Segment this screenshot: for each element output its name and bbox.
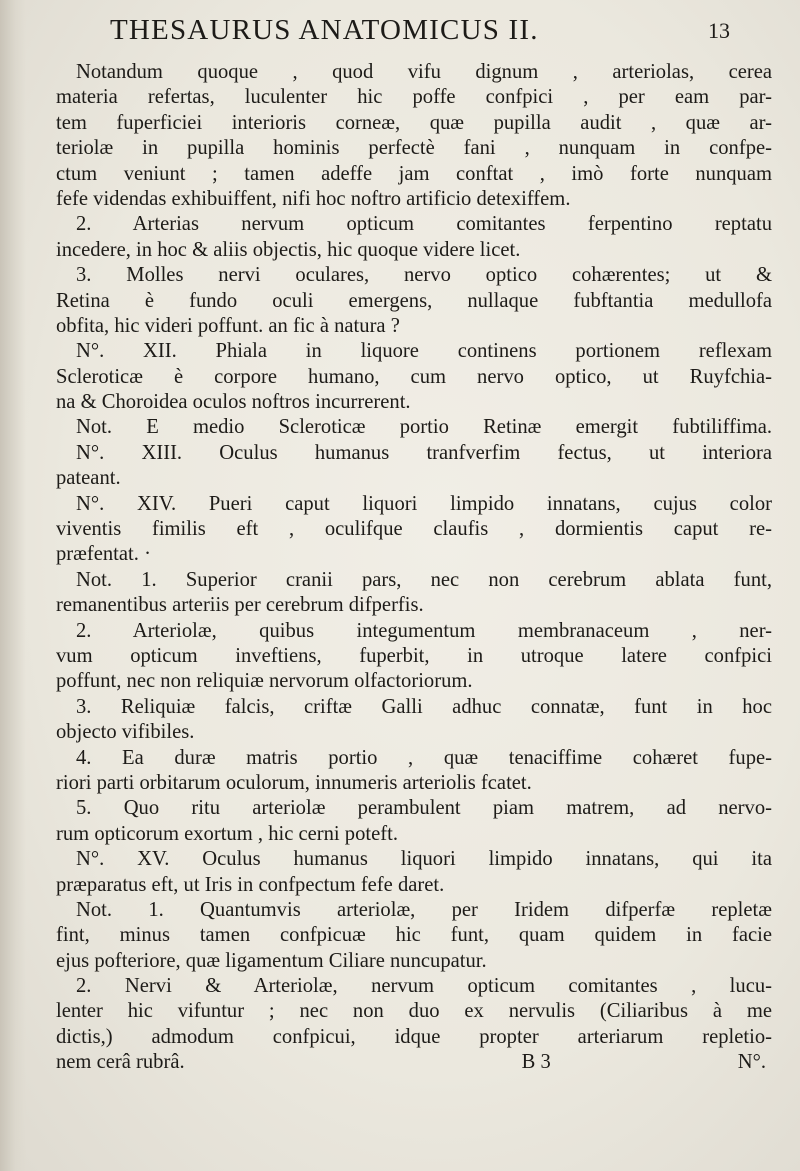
text-line: 4. Ea duræ matris portio , quæ tenaciffime cohæret fupe- — [76, 746, 772, 769]
text-line: pateant. — [56, 467, 121, 490]
text-line: N°. XIII. Oculus humanus tranfverfim fectus, ut interiora — [76, 441, 772, 464]
text-line: 2. Arteriolæ, quibus integumentum membranaceum , ner- — [76, 619, 772, 642]
text-line: præfentat. · — [56, 543, 151, 566]
spine-shadow — [0, 0, 26, 1171]
signature-mark: B 3 — [521, 1051, 551, 1074]
text-line: obfita, hic videri poffunt. an fic à natura ? — [56, 314, 400, 337]
text-line: poffunt, nec non reliquiæ nervorum olfactoriorum. — [56, 670, 473, 693]
text-line: teriolæ in pupilla hominis perfectè fani , nunquam in confpe- — [56, 137, 772, 160]
text-line: Notandum quoque , quod vifu dignum , arteriolas, cerea — [76, 61, 772, 83]
text-line: viventis fimilis eft , oculifque claufis , dormientis caput re- — [56, 518, 772, 541]
last-text-line: nem cerâ rubrâ. — [56, 1051, 185, 1074]
text-line: N°. XII. Phiala in liquore continens portionem reflexam — [76, 340, 772, 363]
text-line: fint, minus tamen confpicuæ hic funt, quam quidem in facie — [56, 924, 772, 947]
text-line: Not. 1. Superior cranii pars, nec non cerebrum ablata funt, — [76, 568, 772, 591]
body-text — [56, 60, 772, 1076]
text-line: rum opticorum exortum , hic cerni poteft. — [56, 822, 398, 845]
text-line: objecto vifibiles. — [56, 721, 195, 744]
page-number: 13 — [708, 18, 730, 43]
text-line: præparatus eft, ut Iris in confpectum fefe daret. — [56, 873, 445, 896]
text-line: fefe videndas exhibuiffent, nifi hoc noftro artificio detexiffem. — [56, 187, 571, 210]
text-line: ejus pofteriore, quæ ligamentum Ciliare nuncupatur. — [56, 949, 487, 972]
text-line: remanentibus arteriis per cerebrum difperfis. — [56, 594, 424, 617]
running-title: THESAURUS ANATOMICUS II. — [110, 14, 539, 46]
catchword: N°. — [737, 1051, 766, 1074]
text-line: Not. E medio Scleroticæ portio Retinæ emergit fubtiliffima. — [76, 416, 772, 439]
text-line: 3. Reliquiæ falcis, criftæ Galli adhuc connatæ, funt in hoc — [76, 695, 772, 718]
text-line: 5. Quo ritu arteriolæ perambulent piam matrem, ad nervo- — [76, 797, 772, 820]
text-line: 3. Molles nervi oculares, nervo optico cohærentes; ut & — [76, 264, 772, 287]
text-line: vum opticum inveftiens, fuperbit, in utroque latere confpici — [56, 644, 772, 667]
text-line: tem fuperficiei interioris corneæ, quæ pupilla audit , quæ ar- — [56, 111, 772, 134]
text-line: N°. XIV. Pueri caput liquori limpido innatans, cujus color — [76, 492, 772, 515]
text-line: na & Choroidea oculos noftros incurrerent. — [56, 391, 411, 414]
text-line: 2. Arterias nervum opticum comitantes ferpentino reptatu — [76, 213, 772, 236]
text-line: N°. XV. Oculus humanus liquori limpido innatans, qui ita — [76, 848, 772, 871]
text-line: ctum veniunt ; tamen adeffe jam conftat , imò forte nunquam — [56, 162, 772, 185]
text-line: materia refertas, luculenter hic poffe confpici , per eam par- — [56, 86, 772, 109]
text-line: Scleroticæ è corpore humano, cum nervo optico, ut Ruyfchia- — [56, 365, 772, 388]
text-line: Retina è fundo oculi emergens, nullaque fubftantia medullofa — [56, 289, 772, 312]
page-header — [110, 14, 730, 58]
text-line: riori parti orbitarum oculorum, innumeris arteriolis fcatet. — [56, 771, 532, 794]
text-line: 2. Nervi & Arteriolæ, nervum opticum comitantes , lucu- — [76, 975, 772, 998]
text-line: dictis,) admodum confpicui, idque propter arteriarum repletio- — [56, 1025, 772, 1048]
text-line: incedere, in hoc & aliis objectis, hic quoque videre licet. — [56, 238, 521, 261]
footer-line — [56, 1050, 772, 1075]
text-line: Not. 1. Quantumvis arteriolæ, per Iridem difperfæ repletæ — [76, 898, 772, 921]
text-line: lenter hic vifuntur ; nec non duo ex nervulis (Ciliaribus à me — [56, 1000, 772, 1023]
